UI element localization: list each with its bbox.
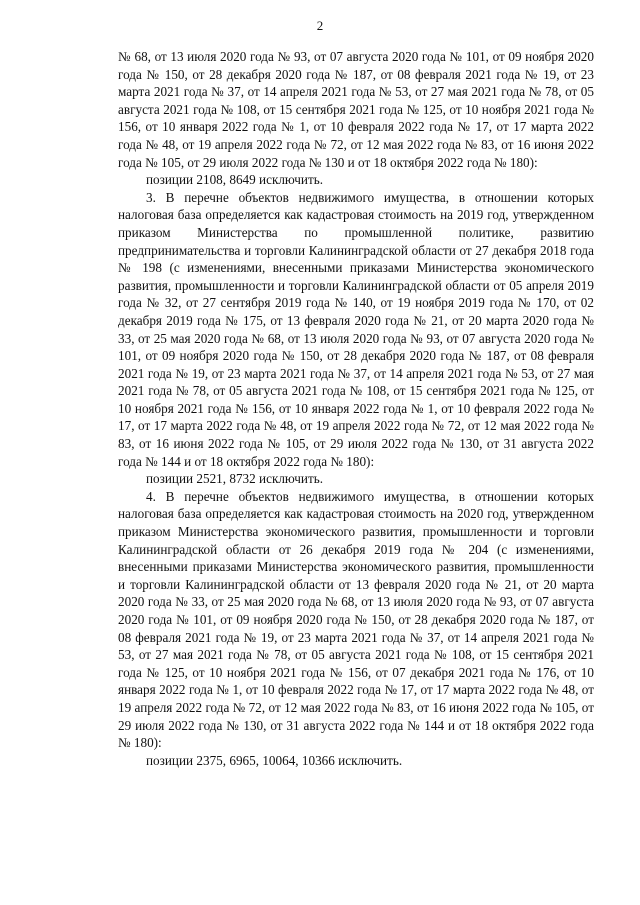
paragraph-item-4: 4. В перечне объектов недвижимого имущества, в отношении которых налоговая база определяется как кадастровая стоимость на 2020 год, утвержденном приказом Министерства экономического развития, промышленности и торговли Калининградской области от 26 декабря 2019 года № 204 (с изменениями, внесенными приказами Министерства экономического развития, промышленности и торговли Калининградской области от 13 февраля 2020 года № 21, от 20 марта 2020 года № 33, от 25 мая 2020 года № 68, от 13 июля 2020 года № 93, от 07 августа 2020 года № 101, от 09 ноября 2020 года № 150, от 28 декабря 2020 года № 187, от 08 февраля 2021 года № 19, от 23 марта 2021 года № 37, от 14 апреля 2021 года № 53, от 27 мая 2021 года № 78, от 05 августа 2021 года № 108, от 15 сентября 2021 года № 125, от 10 ноября 2021 года № 156, от 07 декабря 2021 года № 176, от 10 января 2022 года № 1, от 10 февраля 2022 года № 17, от 17 марта 2022 года № 48, от 19 апреля 2022 года № 72, от 12 мая 2022 года № 83, от 16 июня 2022 года № 105, от 29 июля 2022 года № 130, от 31 августа 2022 года № 144 и от 18 октября 2022 года № 180):: [118, 488, 594, 751]
page-number: 2: [316, 18, 324, 33]
document-body: [118, 48, 594, 769]
paragraph-item-3: 3. В перечне объектов недвижимого имущества, в отношении которых налоговая база определяется как кадастровая стоимость на 2019 год, утвержденном приказом Министерства по промышленной политике, развитию предпринимательства и торговли Калининградской области от 27 декабря 2018 года № 198 (с изменениями, внесенными приказами Министерства экономического развития, промышленности и торговли Калининградской области от 05 апреля 2019 года № 32, от 27 сентября 2019 года № 140, от 19 ноября 2019 года № 170, от 02 декабря 2019 года № 175, от 13 февраля 2020 года № 21, от 20 марта 2020 года № 33, от 25 мая 2020 года № 68, от 13 июля 2020 года № 93, от 07 августа 2020 года № 101, от 09 ноября 2020 года № 150, от 28 декабря 2020 года № 187, от 08 февраля 2021 года № 19, от 23 марта 2021 года № 37, от 14 апреля 2021 года № 53, от 27 мая 2021 года № 78, от 05 августа 2021 года № 108, от 15 сентября 2021 года № 125, от 10 ноября 2021 года № 156, от 10 января 2022 года № 1, от 10 февраля 2022 года № 17, от 17 марта 2022 года № 48, от 19 апреля 2022 года № 72, от 12 мая 2022 года № 83, от 16 июня 2022 года № 105, от 29 июля 2022 года № 130, от 31 августа 2022 года № 144 и от 18 октября 2022 года № 180):: [118, 189, 594, 469]
paragraph-positions-item-3: позиции 2521, 8732 исключить.: [146, 471, 324, 487]
paragraph-positions-item-4: позиции 2375, 6965, 10064, 10366 исключить.: [146, 752, 403, 768]
paragraph-positions-item-2: позиции 2108, 8649 исключить.: [146, 172, 324, 188]
paragraph-continuation-item-2: № 68, от 13 июля 2020 года № 93, от 07 августа 2020 года № 101, от 09 ноября 2020 года № 150, от 28 декабря 2020 года № 187, от 08 февраля 2021 года № 19, от 23 марта 2021 года № 37, от 14 апреля 2021 года № 53, от 27 мая 2021 года № 78, от 05 августа 2021 года № 108, от 15 сентября 2021 года № 125, от 10 ноября 2021 года № 156, от 10 января 2022 года № 1, от 10 февраля 2022 года № 17, от 17 марта 2022 года № 48, от 19 апреля 2022 года № 72, от 12 мая 2022 года № 83, от 16 июня 2022 года № 105, от 29 июля 2022 года № 130 и от 18 октября 2022 года № 180):: [118, 49, 594, 170]
